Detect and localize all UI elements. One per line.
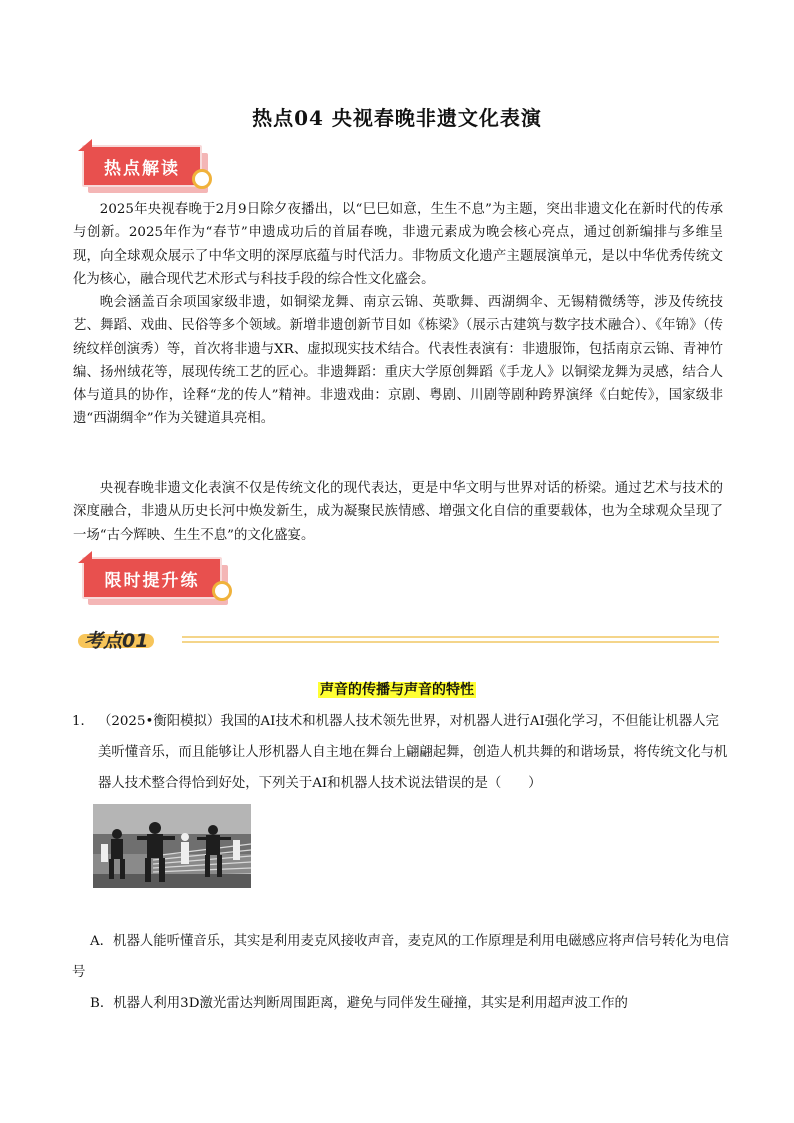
option-a: A．机器人能听懂音乐，其实是利用麦克风接收声音，麦克风的工作原理是利用电磁感应将声信号转化为电信号 xyxy=(72,934,730,980)
badge-label: 热点解读 xyxy=(82,145,202,187)
divider-line xyxy=(182,636,719,638)
divider-line xyxy=(182,641,719,643)
practice-badge xyxy=(82,557,222,599)
topic-heading-text: 声音的传播与声音的特性 xyxy=(320,682,474,698)
intro-paragraph-2: 晚会涵盖百余项国家级非遗，如铜梁龙舞、南京云锦、英歌舞、西湖绸伞、无锡精微绣等，涉及传统技艺、舞蹈、戏曲、民俗等多个领域。新增非遗创新节目如《栋梁》（展示古建筑与数字技术融合）、《年锦》（传统纹样创演秀）等，首次将非遗与XR、虚拟现实技术结合。代表性表演有：非遗服饰，包括南京云锦、青神竹编、扬州绒花等，展现传统工艺的匠心。非遗舞蹈：重庆大学原创舞蹈《手龙人》以铜梁龙舞为灵感，结合人体与道具的协作，诠释“龙的传人”精神。非遗戏曲：京剧、粤剧、川剧等剧种跨界演绎《白蛇传》，国家级非遗“西湖绸伞”作为关键道具亮相。 xyxy=(73,295,723,427)
section-header xyxy=(74,624,719,654)
option-b: B．机器人利用3D激光雷达判断周围距离，避免与同伴发生碰撞，其实是利用超声波工作的 xyxy=(90,996,628,1011)
question-text: （2025•衡阳模拟）我国的AI技术和机器人技术领先世界，对机器人进行AI强化学习，不但能让机器人完美听懂音乐，而且能够让人形机器人自主地在舞台上翩翩起舞，创造人机共舞的和谐场景，将传统文化与机器人技术整合得恰到好处，下列关于AI和机器人技术说法错误的是（ ） xyxy=(98,714,728,791)
page-title: 热点04 央视春晚非遗文化表演 xyxy=(252,106,542,130)
badge-corner-decoration xyxy=(78,551,92,563)
question-number: 1． xyxy=(72,714,94,729)
topic-heading xyxy=(0,679,794,699)
badge-corner-decoration xyxy=(78,139,92,151)
intro-paragraph-3: 央视春晚非遗文化表演不仅是传统文化的现代表达，更是中华文明与世界对话的桥梁。通过艺术与技术的深度融合，非遗从历史长河中焕发新生，成为凝聚民族情感、增强文化自信的重要载体，也为全球观众呈现了一场“古今辉映、生生不息”的文化盛宴。 xyxy=(73,481,723,543)
badge-ring-icon xyxy=(192,169,212,189)
robot-dance-photo xyxy=(93,804,251,888)
hotspot-badge xyxy=(82,145,202,187)
badge-ring-icon xyxy=(212,581,232,601)
intro-paragraph-1: 2025年央视春晚于2月9日除夕夜播出，以“巳巳如意，生生不息”为主题，突出非遗文化在新时代的传承与创新。2025年作为“春节”申遗成功后的首届春晚，非遗元素成为晚会核心亮点，通过创新编排与多维呈现，向全球观众展示了中华文明的深厚底蕴与时代活力。非物质文化遗产主题展演单元，是以中华优秀传统文化为核心，融合现代艺术形式与科技手段的综合性文化盛会。 xyxy=(73,202,723,287)
section-header-label: 考点01 xyxy=(84,630,149,652)
badge-label: 限时提升练 xyxy=(82,557,222,599)
